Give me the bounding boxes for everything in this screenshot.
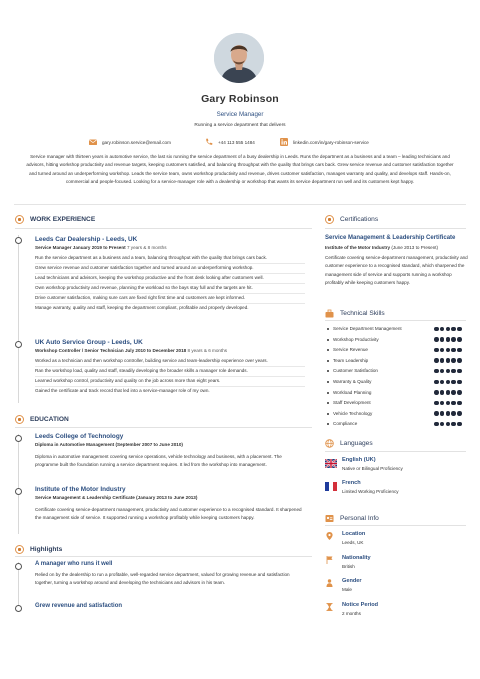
rating-dot [440,411,445,416]
list-item: Ran the workshop load, quality and staff, steadily developing the broader skills a manager role demands. [35,367,248,373]
school-description: Certificate covering service-department management, productivity and customer experience to a recognised standard. It sharpened the management side of service. It supported running a workshop profitably while keeping customers happy. [35,507,302,521]
skill-row [327,389,467,398]
rating-dot [440,327,445,332]
skill-name: Staff Development [333,400,371,406]
uk-flag-icon [325,459,337,468]
bullet-icon [327,328,329,330]
rating-dot [457,380,462,385]
job-title: Service Manager [216,111,264,118]
highlight-icon [15,545,24,554]
rating-dot [451,390,456,395]
school-name: Institute of the Motor Industry [35,486,126,493]
divider [15,228,312,229]
contact-bar [0,138,480,148]
certification-title: Service Management & Leadership Certificate [325,235,456,241]
list-item: Grew service revenue and customer satisfaction together and turned around an underperforming workshop. [35,264,254,270]
person-icon [326,579,333,587]
rating-dot [451,327,456,332]
bullet-icon [327,360,329,362]
list-item: Run the service department as a business and a team, balancing throughput with the quality that brings cars back. [35,255,268,260]
rating-dot [440,380,445,385]
skill-level-rating [434,411,462,416]
skill-row [327,410,467,419]
skill-name: Service Department Management [333,326,402,331]
rating-dot [446,390,451,395]
rating-dot [451,401,456,406]
phone-text: +44 113 555 1484 [218,139,255,145]
rating-dot [440,401,445,406]
rating-dot [451,422,456,427]
rating-dot [434,327,439,332]
job-bullets [35,357,305,395]
timeline-line [18,434,19,534]
skill-name: Workload Planning [333,389,372,395]
skill-name: Workshop Productivity [333,336,379,342]
list-item: Gained the certificate and track record that led into a service-manager role of my own. [35,387,210,393]
rating-dot [434,401,439,406]
rating-dot [434,337,439,342]
bullet-icon [327,381,329,383]
job-company: Leeds Car Dealership - Leeds, UK [35,236,138,243]
rating-dot [457,422,462,427]
school-name: Leeds College of Technology [35,433,124,440]
divider [325,451,466,452]
flag-icon [326,556,333,564]
rating-dot [440,390,445,395]
rating-dot [434,358,439,363]
skill-level-rating [434,380,462,385]
rating-dot [434,369,439,374]
job-role-line: Service Manager January 2019 to Present 7 years & 8 months [35,245,167,250]
job-company: UK Auto Service Group - Leeds, UK [35,339,143,346]
skill-level-rating [434,327,462,332]
rating-dot [434,380,439,385]
rating-dot [446,411,451,416]
certifications-heading: Certifications [325,215,378,224]
rating-dot [457,369,462,374]
skill-level-rating [434,358,462,363]
timeline-dot [15,488,22,495]
rating-dot [434,411,439,416]
rating-dot [451,337,456,342]
rating-dot [457,401,462,406]
bullet-icon [327,349,329,351]
toolbox-icon [325,309,334,318]
rating-dot [440,369,445,374]
rating-dot [457,337,462,342]
skill-name: Team Leadership [333,357,369,363]
linkedin-contact[interactable] [280,138,369,146]
rating-dot [440,348,445,353]
bullet-icon [327,423,329,425]
phone-icon [205,138,213,146]
resume-page: Gary Robinson Service Manager Running a service department that delivers gary.robinson.service@email.com +44 113 555 1484 linkedin.com/in/gary-robinson-service Service manager with thirteen years in automotive service, the last six running the service department of a busy dealership in Leeds. Runs the department as a business and a team – leading technicians and advisors, hitting workshop productivity and revenue targets, keeping customers satisfied, and balancing throughput with the quality that brings cars back. Grew service revenue and customer satisfaction together and turned around an underperforming workshop. Leads the service team, owns workshop productivity and revenue, drives customer satisfaction, manages warranty and quality, and develops staff. Hands-on, commercial and people-focused. Looking for a service-manager role with a dealership or workshop that wants its service department run well and its customers kept happy. WORK EXPERIENCE Leeds Car Dealership - Leeds, UK Service Manager January 2019 to Present 7 years & 8 months Run the service department as a business and a team, balancing throughput with the quality that brings cars back. Grew service revenue and customer satisfaction together and turned around an underperforming workshop. Lead technicians and advisors, keeping the workshop productive and the front desk looking after customers well. Own workshop productivity and revenue, planning the workload so the bays stay full and the targets are hit. Drive customer satisfaction, making sure cars are fixed right first time and customers are kept informed. Manage warranty, quality and staff, keeping the department compliant, profitable and properly developed. UK Auto Service Group - Leeds, UK Workshop Controller / Senior Technician July 2010 to December 2018 8 years & 6 months Worked as a technician and then workshop controller, building service and team-leadership experience over years. Ran the workshop load, quality and staff, steadily developing the broader skills a manager role demands. Learned workshop control, productivity and quality on the job across more than eight years. Gained the certificate and track record that led into a service-manager role of my own. EDUCATION Leeds College of Technology Diploma in Automotive Management (September 2007 to June 2010) Diploma in automotive management covering service operations, vehicle technology and business, with a placement. The programme built the foundation running a service department requires. It led from the workshop into management. Institute of the Motor Industry Service Management & Leadership Certificate (January 2013 to June 2013) Certificate covering service-department management, productivity and customer experience to a recognised standard. It sharpened the management side of service. It supported running a workshop profitably while keeping customers happy. Highlights A manager who runs it well Relied on by the dealership to run a profitable, well-regarded service department, valued for growing revenue and satisfaction together, turning a workshop around and developing the technicians and advisors in his team. Grew revenue and satisfaction Certifications Service Management & Leadership Certificate Institute of the Motor Industry (June 2013 to Present) Certificate covering service-department management, productivity and customer experience to a recognised standard, which sharpened the management side of service and supports running a workshop profitably while keeping customers happy. Technical Skills Service Department Management Workshop Productivity Service Revenue Team Leadership Customer Satisfaction Warranty & Quality Workload Planning Staff Development Vehicle Technology Compliance Languages English (UK) Native or Bilingual Proficiency French Limited Working Proficiency Personal Info Location Leeds, UK Nationality British Gender Male Notice Period 2 months [0,0,480,679]
rating-dot [440,422,445,427]
briefcase-icon [15,215,24,224]
highlights-heading: Highlights [15,545,62,554]
email-contact[interactable] [89,138,171,146]
rating-dot [457,327,462,332]
rating-dot [446,337,451,342]
france-flag-icon [325,482,337,491]
list-item: Own workshop productivity and revenue, planning the workload so the bays stay full and the targets are hit. [35,284,253,290]
languages-heading: Languages [325,439,373,448]
education-heading: EDUCATION [15,415,69,424]
skill-level-rating [434,369,462,374]
bullet-icon [327,339,329,341]
list-item: Learned workshop control, productivity and quality on the job across more than eight years. [35,377,221,383]
timeline-line [18,235,19,403]
timeline-dot [15,563,22,570]
rating-dot [457,348,462,353]
phone-contact[interactable] [205,138,255,146]
avatar [214,33,264,83]
rating-dot [451,369,456,374]
rating-dot [451,380,456,385]
divider [325,525,466,526]
rating-dot [451,348,456,353]
skill-level-rating [434,348,462,353]
divider [325,320,466,321]
bullet-icon [327,392,329,394]
rating-dot [446,422,451,427]
skill-name: Vehicle Technology [333,410,373,416]
tagline: Running a service department that delivers [194,123,286,128]
work-experience-heading: WORK EXPERIENCE [15,215,95,224]
certificate-icon [325,215,334,224]
linkedin-icon [280,138,288,146]
language-name: French [342,480,361,486]
skill-row [327,378,467,387]
rating-dot [446,369,451,374]
highlight-title: Grew revenue and satisfaction [35,603,123,609]
skill-name: Warranty & Quality [333,379,372,384]
certification-issuer: Institute of the Motor Industry (June 2013 to Present) [325,245,439,250]
skill-level-rating [434,337,462,342]
highlight-title: A manager who runs it well [35,561,113,567]
skill-row [327,346,467,355]
timeline-dot [15,341,22,348]
personal-info-heading: Personal Info [325,514,379,523]
school-award: Service Management & Leadership Certificate (January 2013 to June 2013) [35,495,198,500]
rating-dot [440,358,445,363]
skill-row [327,336,467,345]
technical-skills-heading: Technical Skills [325,309,385,318]
skill-name: Service Revenue [333,347,368,353]
skill-level-rating [434,401,462,406]
graduation-cap-icon [15,415,24,424]
skill-row [327,399,467,408]
profile-photo-icon [214,33,264,83]
skill-row [327,357,467,366]
job-bullets [35,254,305,312]
timeline-dot [15,605,22,612]
school-description: Diploma in automotive management covering service operations, vehicle technology and business, with a placement. The programme built the foundation running a service department requires. It led from the workshop into management. [35,454,282,468]
location-pin-icon [326,532,333,540]
school-award: Diploma in Automotive Management (September 2007 to June 2010) [35,442,183,447]
timeline-dot [15,435,22,442]
divider [15,427,312,428]
rating-dot [440,337,445,342]
rating-dot [434,422,439,427]
bullet-icon [327,402,329,404]
skill-level-rating [434,422,462,427]
skill-level-rating [434,390,462,395]
skill-row [327,367,467,376]
timeline-dot [15,237,22,244]
bullet-icon [327,370,329,372]
highlight-text: Relied on by the dealership to run a profitable, well-regarded service department, valued for growing revenue and satisfaction together, turning a workshop around and developing the technicians and advisors in his team. [35,572,290,586]
rating-dot [446,348,451,353]
job-role-line: Workshop Controller / Senior Technician July 2010 to December 2018 8 years & 6 months [35,348,228,353]
globe-icon [325,439,334,448]
rating-dot [446,327,451,332]
rating-dot [434,390,439,395]
professional-summary: Service manager with thirteen years in automotive service, the last six running the service department of a busy dealership in Leeds. Runs the department as a business and a team – leading technicians and advisors, hitting workshop productivity and revenue targets, keeping customers satisfied, and balancing throughput with the quality that brings cars back. Grew service revenue and customer satisfaction together and turned around an underperforming workshop. Leads the service team, owns workshop productivity and revenue, drives customer satisfaction, manages warranty and quality, and develops staff. Hands-on, commercial and people-focused. Looking for a service-manager role with a dealership or workshop that wants its service department run well and its customers kept happy. [26,154,454,185]
skill-name: Customer Satisfaction [333,368,378,374]
divider [15,556,312,557]
skill-row [327,420,467,429]
bullet-icon [327,413,329,415]
email-icon [89,138,97,146]
divider [325,228,466,229]
list-item: Manage warranty, quality and staff, keeping the department compliant, profitable and properly developed. [35,304,249,310]
list-item: Drive customer satisfaction, making sure cars are fixed right first time and customers are kept informed. [35,294,246,300]
certification-description: Certificate covering service-department management, productivity and customer experience to a recognised standard, which sharpened the management side of service and supports running a workshop profitably while keeping customers happy. [325,255,468,286]
rating-dot [457,411,462,416]
rating-dot [457,390,462,395]
id-card-icon [325,514,334,523]
list-item: Lead technicians and advisors, keeping the workshop productive and the front desk looking after customers well. [35,274,264,280]
rating-dot [446,401,451,406]
list-item: Worked as a technician and then workshop controller, building service and team-leadership experience over years. [35,358,268,363]
rating-dot [434,348,439,353]
skill-row [327,325,467,334]
language-name: English (UK) [342,457,376,463]
candidate-name: Gary Robinson [201,93,279,105]
language-level: Limited Working Proficiency [342,489,399,494]
skill-name: Compliance [333,421,358,427]
rating-dot [457,358,462,363]
rating-dot [451,358,456,363]
email-text: gary.robinson.service@email.com [102,139,171,145]
hourglass-icon [326,603,333,611]
rating-dot [451,411,456,416]
rating-dot [446,380,451,385]
linkedin-text: linkedin.com/in/gary-robinson-service [293,139,369,145]
divider [14,204,466,205]
rating-dot [446,358,451,363]
language-level: Native or Bilingual Proficiency [342,466,403,471]
